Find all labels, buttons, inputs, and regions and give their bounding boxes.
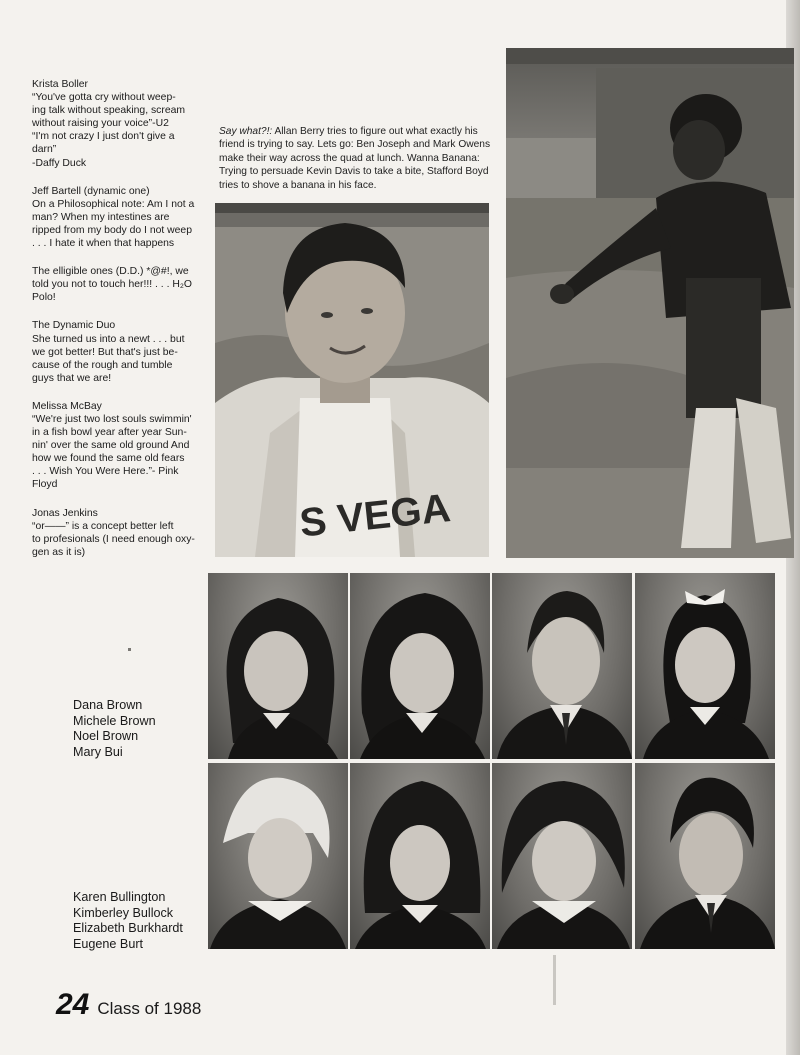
portrait-photo — [208, 573, 348, 759]
portrait-photo — [492, 573, 632, 759]
portrait-names-row-1 — [73, 698, 156, 760]
quote-author: Jonas Jenkins — [32, 507, 98, 519]
quote-line: gen as it is) — [32, 546, 86, 558]
candid-photo-art — [506, 48, 794, 558]
quote-line: ripped from my body do I not weep — [32, 224, 192, 236]
student-name: Dana Brown — [73, 698, 143, 712]
quote-line: told you not to touch her!!! . . . H₂O — [32, 279, 192, 291]
quote-line: “You've gotta cry without weep- — [32, 92, 176, 104]
student-name: Eugene Burt — [73, 936, 144, 951]
page-number: 24 — [56, 988, 90, 1021]
student-name: Kimberley Bullock — [73, 905, 174, 920]
page-footer — [56, 990, 201, 1020]
quote-author: Krista Boller — [32, 79, 89, 90]
student-name: Michele Brown — [73, 713, 156, 728]
portrait-photo — [350, 763, 490, 949]
quote-line: . . . I hate it when that happens — [32, 238, 175, 250]
caption-lead: Say what?!: — [219, 126, 273, 137]
quote-block — [32, 78, 204, 170]
quote-author: Melissa McBay — [32, 400, 102, 412]
portrait-art — [208, 763, 348, 949]
portrait-names-row-2 — [73, 890, 183, 952]
portrait-art — [350, 763, 490, 949]
student-name: Mary Bui — [73, 744, 123, 759]
portrait-art — [208, 573, 348, 759]
quote-line: “I'm not crazy I just don't give a — [32, 131, 175, 143]
quote-line: in a fish bowl year after year Sun- — [32, 427, 187, 439]
quote-line: ing talk without speaking, scream — [32, 105, 186, 117]
quote-line: “or——” is a concept better left — [32, 520, 174, 532]
quote-block — [32, 265, 204, 304]
portrait-art — [635, 763, 775, 949]
quote-line: -Daffy Duck — [32, 157, 87, 169]
quote-line: Floyd — [32, 479, 58, 491]
class-label: Class of 1988 — [97, 999, 202, 1018]
quote-line: darn” — [32, 144, 57, 156]
quote-line: how we found the same old fears — [32, 453, 185, 465]
quote-line: cause of the rough and tumble — [32, 359, 173, 371]
portrait-photo — [208, 763, 348, 949]
candid-photo-student-denim-jacket — [215, 203, 489, 557]
photo-caption — [219, 125, 491, 192]
portrait-photo — [635, 573, 775, 759]
quote-line: . . . Wish You Were Here.”- Pink — [32, 466, 179, 478]
quote-line: we got better! But that's just be- — [32, 346, 178, 358]
quote-line: man? When my intestines are — [32, 211, 170, 223]
quote-author: Jeff Bartell (dynamic one) — [32, 185, 150, 197]
quote-line: On a Philosophical note: Am I not a — [32, 198, 195, 210]
quote-line: without raising your voice”-U2 — [32, 118, 169, 130]
quote-line: The elligible ones (D.D.) *@#!, we — [32, 266, 189, 278]
quote-line: guys that we are! — [32, 372, 112, 384]
candid-photo-student-walking — [506, 48, 794, 558]
quote-block — [32, 185, 204, 250]
student-name: Elizabeth Burkhardt — [73, 921, 183, 936]
portrait-photo — [492, 763, 632, 949]
quote-block — [32, 507, 204, 559]
portrait-art — [492, 573, 632, 759]
quote-line: “We're just two lost souls swimmin' — [32, 413, 192, 425]
portrait-art — [492, 763, 632, 949]
quote-line: nin' over the same old ground And — [32, 440, 190, 452]
portrait-art — [635, 573, 775, 759]
caption-text: Allan Berry tries to figure out what exactly his friend is trying to say. Lets go: Ben Joseph and Mark Owens make their way across the quad at lunch. Wanna Banana: Trying to persuade Kevin Davis to take a bite, Stafford Boyd tries to shove a banana in his face. — [219, 126, 491, 191]
candid-photo-art — [215, 203, 489, 557]
senior-quotes-column — [32, 78, 204, 574]
student-name: Noel Brown — [73, 729, 139, 744]
quote-line: to profesionals (I need enough oxy- — [32, 533, 195, 545]
print-mark — [553, 955, 556, 1005]
quote-block — [32, 400, 204, 492]
portrait-photo — [350, 573, 490, 759]
quote-author: The Dynamic Duo — [32, 320, 116, 332]
print-speck — [128, 648, 131, 651]
quote-line: Polo! — [32, 292, 56, 304]
portrait-photo — [635, 763, 775, 949]
student-name: Karen Bullington — [73, 890, 166, 904]
shirt-lettering: S VEGA — [297, 485, 453, 546]
portrait-art — [350, 573, 490, 759]
quote-line: She turned us into a newt . . . but — [32, 333, 185, 345]
quote-block — [32, 319, 204, 384]
